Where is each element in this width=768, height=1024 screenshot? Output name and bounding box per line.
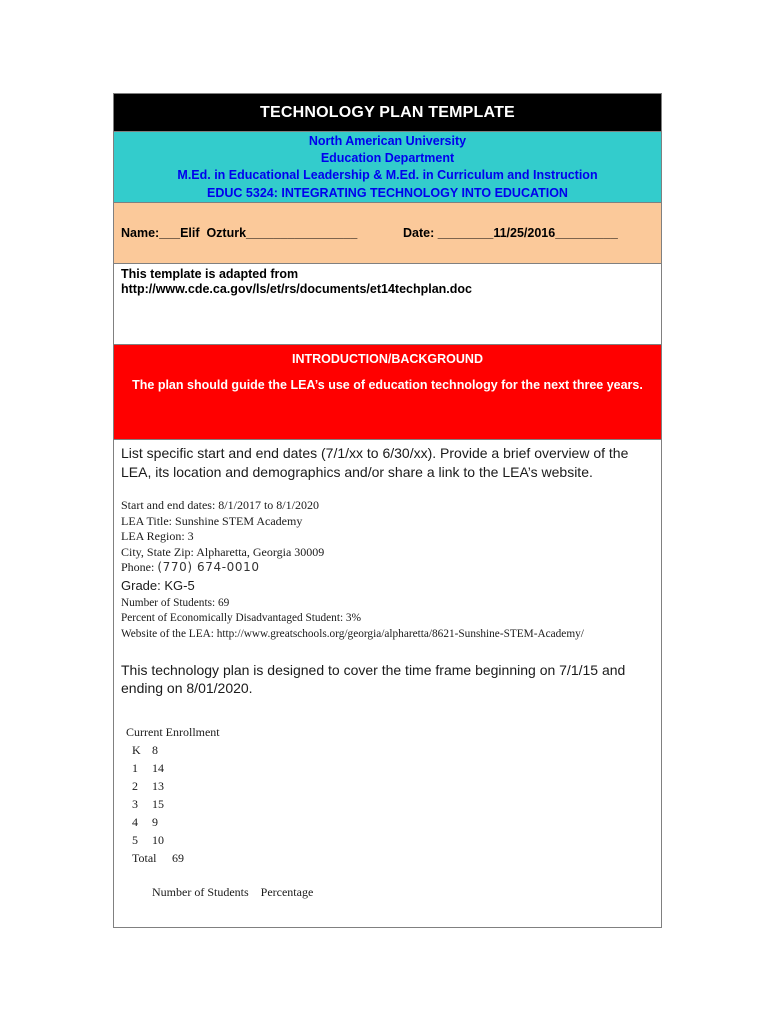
title-bar xyxy=(114,94,661,132)
lea-facts-2 xyxy=(121,596,655,643)
fact-website: Website of the LEA: http://www.greatschools.org/georgia/alpharetta/8621-Sunshine-STEM-Academy/ xyxy=(121,627,584,640)
enrollment-count: 10 xyxy=(152,832,164,847)
name-date-row xyxy=(114,203,661,264)
fact-phone xyxy=(121,560,655,576)
department-name: Education Department xyxy=(320,151,455,166)
intro-text: The plan should guide the LEA’s use of education technology for the next three years. xyxy=(132,378,643,392)
adapted-from-label: This template is adapted from xyxy=(121,267,299,281)
instructions-text: List specific start and end dates (7/1/xx to 6/30/xx). Provide a brief overview of the LEA, its location and demographics and/or share a link to the LEA’s website. xyxy=(121,445,629,480)
enrollment-row xyxy=(132,777,655,795)
enrollment-grade: 3 xyxy=(132,796,138,811)
intro-section xyxy=(114,345,661,440)
enrollment-title: Current Enrollment xyxy=(126,724,220,739)
grade-label: Grade xyxy=(121,577,158,593)
enrollment-row xyxy=(132,741,655,759)
date-field: Date: ________11/25/2016_________ xyxy=(403,226,618,240)
enrollment-grade: 1 xyxy=(132,760,138,775)
enrollment-row xyxy=(132,759,655,777)
adapted-from-section xyxy=(114,264,661,345)
fact-dates: Start and end dates: 8/1/2017 to 8/1/2020 xyxy=(121,498,319,512)
enrollment-row xyxy=(132,831,655,849)
students-percentage-header: Number of Students Percentage xyxy=(152,884,314,899)
background-body xyxy=(114,440,661,927)
enrollment-count: 8 xyxy=(152,742,158,757)
fact-lea-title: LEA Title: Sunshine STEM Academy xyxy=(121,513,303,528)
fact-city: City, State Zip: Alpharetta, Georgia 30009 xyxy=(121,544,325,559)
university-name: North American University xyxy=(308,134,467,148)
fact-number-of-students: Number of Students: 69 xyxy=(121,596,230,609)
enrollment-grade: 2 xyxy=(132,778,138,793)
adapted-from-url: http://www.cde.ca.gov/ls/et/rs/documents/et14techplan.doc xyxy=(121,282,473,296)
enrollment-table xyxy=(126,723,655,867)
fact-disadvantaged: Percent of Economically Disadvantaged Student: 3% xyxy=(121,612,361,625)
phone-value: (770) 674-0010 xyxy=(157,560,260,574)
enrollment-count: 13 xyxy=(152,778,164,793)
fact-grade xyxy=(121,577,655,595)
enrollment-rows xyxy=(126,741,655,849)
phone-label: Phone: xyxy=(121,560,158,574)
program-name: M.Ed. in Educational Leadership & M.Ed. in Curriculum and Instruction xyxy=(177,168,598,183)
enrollment-row xyxy=(132,795,655,813)
enrollment-grade: 4 xyxy=(132,814,138,829)
enrollment-grade: K xyxy=(132,742,141,757)
enrollment-count: 14 xyxy=(152,760,164,775)
timeframe-text: This technology plan is designed to cover the time frame beginning on 7/1/15 and ending on 8/01/2020. xyxy=(121,661,626,696)
document-title: TECHNOLOGY PLAN TEMPLATE xyxy=(260,103,515,121)
intro-heading: INTRODUCTION/BACKGROUND xyxy=(292,352,483,366)
enrollment-total-row xyxy=(132,849,655,867)
enrollment-grade: 5 xyxy=(132,832,138,847)
enrollment-count: 15 xyxy=(152,796,164,811)
grade-value: : KG-5 xyxy=(157,577,195,593)
tech-plan-document xyxy=(113,93,662,928)
university-header xyxy=(114,132,661,203)
student-name-field: Name:___Elif Ozturk________________ xyxy=(121,226,358,240)
fact-lea-region: LEA Region: 3 xyxy=(121,529,194,543)
enrollment-row xyxy=(132,813,655,831)
enrollment-count: 9 xyxy=(152,814,158,829)
total-value: 69 xyxy=(172,850,184,865)
lea-facts xyxy=(121,498,655,576)
course-name: EDUC 5324: INTEGRATING TECHNOLOGY INTO EDUCATION xyxy=(207,185,568,200)
total-label: Total xyxy=(132,850,157,865)
